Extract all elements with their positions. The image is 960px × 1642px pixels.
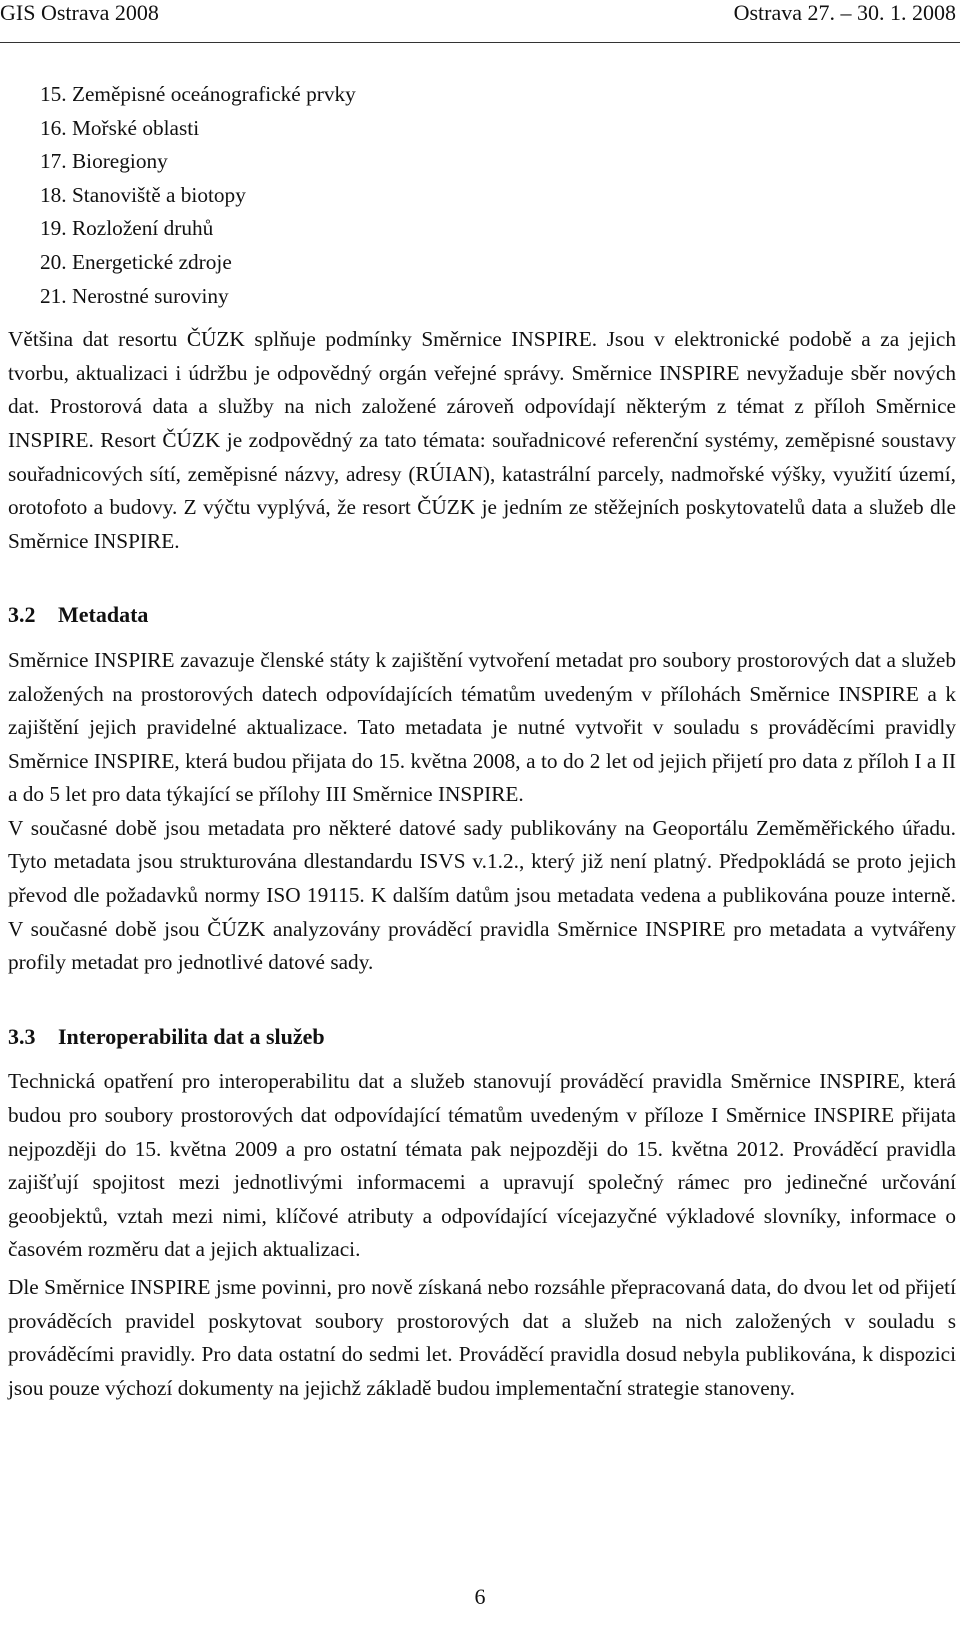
metadata-paragraph-2: V současné době jsou metadata pro některé datové sady publikovány na Geoportálu Zeměměřického úřadu. Tyto metadata jsou strukturována dlestandardu ISVS v.1.2., který již není platný. Předpokládá se proto jejich převod dle požadavků normy ISO 19115. K dalším datům jsou metadata vedena a publikována pouze interně. V současné době jsou ČÚZK analyzovány prováděcí pravidla Směrnice INSPIRE pro metadata a vytvářeny profily metadat pro jednotlivé datové sady. — [8, 815, 956, 975]
list-item: 19. Rozložení druhů — [40, 216, 214, 241]
section-heading-metadata — [8, 598, 956, 632]
header-divider — [0, 42, 960, 43]
theme-list — [8, 78, 956, 313]
page-number: 6 — [474, 1584, 486, 1609]
intro-paragraph: Většina dat resortu ČÚZK splňuje podmínky Směrnice INSPIRE. Jsou v elektronické podobě a za jejich tvorbu, aktualizaci i údržbu je odpovědný orgán veřejné správy. Směrnice INSPIRE nevyžaduje sběr nových dat. Prostorová data a služby na nich založené zároveň odpovídají některým z témat z příloh Směrnice INSPIRE. Resort ČÚZK je zodpovědný za tato témata: souřadnicové referenční systémy, zeměpisné soustavy souřadnicových sítí, zeměpisné názvy, adresy (RÚIAN), katastrální parcely, nadmořské výšky, využití území, orotofoto a budovy. Z výčtu vyplývá, že resort ČÚZK je jedním ze stěžejních poskytovatelů data a služeb dle Směrnice INSPIRE. — [8, 327, 956, 553]
list-item: 17. Bioregiony — [40, 149, 168, 174]
section-number: 3.2 — [8, 602, 36, 628]
page-header — [0, 0, 960, 44]
interop-paragraph-1: Technická opatření pro interoperabilitu dat a služeb stanovují prováděcí pravidla Směrnice INSPIRE, která budou pro soubory prostorových dat odpovídající tématům uvedeným v příloze I Směrnice INSPIRE přijata nejpozději do 15. května 2009 a pro ostatní témata pak nejpozději do 15. května 2012. Prováděcí pravidla zajišťují spojitost mezi jednotlivými informacemi a upravují společný rámec pro jedinečné určování geoobjektů, vztah mezi nimi, klíčové atributy a odpovídající vícejazyčné výkladové slovníky, informace o časovém rozměru dat a jejich aktualizaci. — [8, 1069, 956, 1262]
list-item: 20. Energetické zdroje — [40, 249, 232, 274]
list-item: 15. Zeměpisné oceánografické prvky — [40, 82, 356, 106]
section-title: Interoperabilita dat a služeb — [58, 1023, 325, 1049]
list-item: 16. Mořské oblasti — [40, 115, 200, 140]
interop-paragraph-2: Dle Směrnice INSPIRE jsme povinni, pro nově získaná nebo rozsáhle přepracovaná data, do dvou let od přijetí prováděcích pravidel poskytovat soubory prostorových dat a služeb na nich založených v souladu s prováděcími pravidly. Pro data ostatní do sedmi let. Prováděcí pravidla dosud nebyla publikována, k dispozici jsou pouze výchozí dokumenty na jejichž základě budou implementační strategie stanoveny. — [8, 1275, 956, 1400]
section-heading-interoperability — [8, 1020, 956, 1054]
section-number: 3.3 — [8, 1023, 36, 1049]
document-body — [8, 78, 956, 1405]
section-title: Metadata — [58, 602, 149, 628]
metadata-paragraph-1: Směrnice INSPIRE zavazuje členské státy k zajištění vytvoření metadat pro soubory prostorových dat a služeb založených na prostorových datech odpovídajících tématům uvedeným v přílohách Směrnice INSPIRE a k zajištění jejich pravidelné aktualizace. Tato metadata je nutné vytvořit v souladu s prováděcími pravidly Směrnice INSPIRE, která budou přijata do 15. května 2008, a to do 2 let od jejich přijetí pro data z příloh I a II a do 5 let pro data týkající se přílohy III Směrnice INSPIRE. — [8, 647, 956, 807]
header-conference-date: Ostrava 27. – 30. 1. 2008 — [733, 0, 956, 25]
list-item: 21. Nerostné suroviny — [40, 283, 229, 308]
header-conference-title: GIS Ostrava 2008 — [0, 0, 159, 25]
list-item: 18. Stanoviště a biotopy — [40, 182, 246, 207]
